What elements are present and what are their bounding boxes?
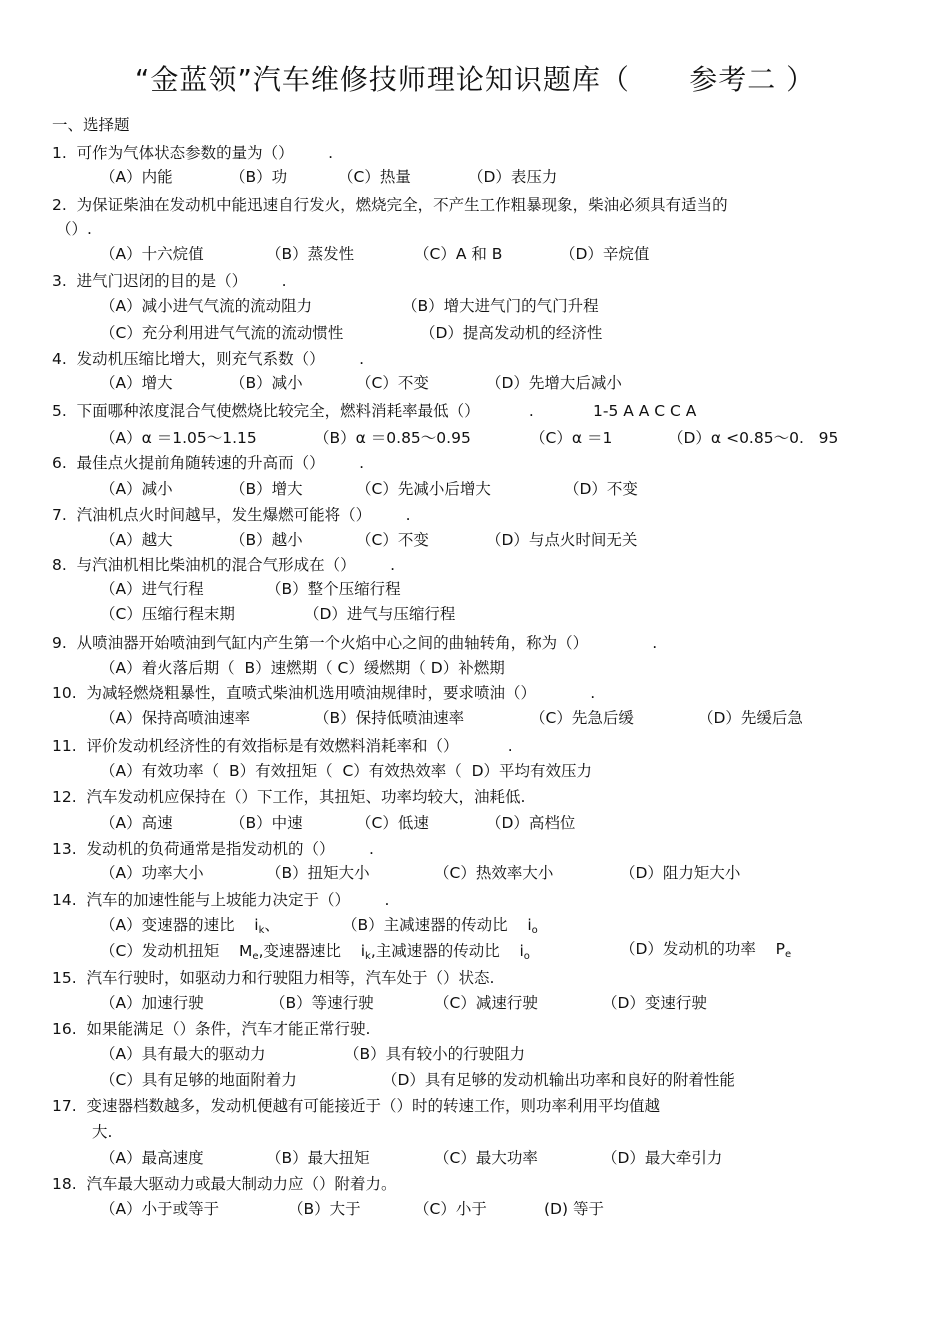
- option: （B）越小: [230, 531, 303, 549]
- question-9: 9. 从喷油器开始喷油到气缸内产生第一个火焰中心之间的曲轴转角，称为（） .: [52, 634, 658, 652]
- option: （D）提高发动机的经济性: [420, 324, 603, 342]
- option: （A）越大: [100, 531, 173, 549]
- option: [100, 918, 280, 936]
- option: （A）内能: [100, 168, 173, 186]
- option: （A）十六烷值: [100, 245, 204, 263]
- option: （D）不变: [564, 480, 638, 498]
- option-text: （A）变速器的速比 i: [100, 916, 259, 934]
- option: （C）热效率大小: [434, 864, 554, 882]
- option: （C）低速: [356, 814, 429, 832]
- option-text: 、: [264, 916, 280, 934]
- option: （D）先增大后减小: [486, 374, 622, 392]
- question-14: 14. 汽车的加速性能与上坡能力决定于（） .: [52, 891, 390, 909]
- option-text: （D）发动机的功率 P: [620, 940, 785, 958]
- subscript: e: [785, 949, 792, 960]
- option: （C）不变: [356, 531, 429, 549]
- option: （B）中速: [230, 814, 303, 832]
- question-11: 11. 评价发动机经济性的有效指标是有效燃料消耗率和（） .: [52, 737, 513, 755]
- question-6: 6. 最佳点火提前角随转速的升高而（） .: [52, 454, 365, 472]
- option: （D）先缓后急: [698, 709, 803, 727]
- option: （D）具有足够的发动机输出功率和良好的附着性能: [382, 1071, 735, 1089]
- option: (D) 等于: [544, 1200, 604, 1218]
- option: （B）整个压缩行程: [266, 580, 401, 598]
- option: （A）着火落后期（ B）速燃期（ C）缓燃期（ D）补燃期: [100, 659, 505, 677]
- question-3: 3. 进气门迟闭的目的是（） .: [52, 272, 287, 290]
- option: （A）保持高喷油速率: [100, 709, 251, 727]
- option: （B）大于: [288, 1200, 361, 1218]
- option: （B）保持低喷油速率: [314, 709, 465, 727]
- section-heading: 一、选择题: [52, 116, 130, 134]
- option: （A）增大: [100, 374, 173, 392]
- question-2-cont: （）.: [56, 220, 92, 238]
- option: （B）增大进气门的气门升程: [402, 297, 599, 315]
- option: （B）增大: [230, 480, 303, 498]
- option-text: ,变速器速比 i: [258, 942, 366, 960]
- option: [620, 942, 791, 960]
- option: （C）压缩行程末期: [100, 605, 235, 623]
- question-8: 8. 与汽油机相比柴油机的混合气形成在（） .: [52, 556, 396, 574]
- option: （C）具有足够的地面附着力: [100, 1071, 297, 1089]
- question-1: 1. 可作为气体状态参数的量为（） .: [52, 144, 334, 162]
- option: （D）与点火时间无关: [486, 531, 638, 549]
- option: （D）表压力: [468, 168, 558, 186]
- question-2: 2. 为保证柴油在发动机中能迅速自行发火，燃烧完全，不产生工作粗暴现象，柴油必须具有适当的: [52, 196, 728, 214]
- option-text: ,主减速器的传动比 i: [370, 942, 524, 960]
- option: （C）充分利用进气气流的流动惯性: [100, 324, 344, 342]
- option: （D）α <0.85～0. 95: [668, 429, 839, 447]
- option: （D）高档位: [486, 814, 576, 832]
- question-17-cont: 大.: [92, 1123, 113, 1141]
- question-13: 13. 发动机的负荷通常是指发动机的（） .: [52, 840, 374, 858]
- option: （B）等速行驶: [270, 994, 374, 1012]
- option: （D）阻力矩大小: [620, 864, 741, 882]
- option: （A）最高速度: [100, 1149, 204, 1167]
- question-10: 10. 为减轻燃烧粗暴性，直喷式柴油机选用喷油规律时，要求喷油（） .: [52, 684, 596, 702]
- option: （B）α ＝0.85～0.95: [314, 429, 471, 447]
- option: （A）进气行程: [100, 580, 204, 598]
- option: （A）α ＝1.05～1.15: [100, 429, 257, 447]
- question-12: 12. 汽车发动机应保持在（）下工作，其扭矩、功率均较大，油耗低.: [52, 788, 526, 806]
- option: （C）减速行驶: [434, 994, 538, 1012]
- option: （B）具有较小的行驶阻力: [344, 1045, 526, 1063]
- option: （C）先急后缓: [530, 709, 634, 727]
- option: （A）高速: [100, 814, 173, 832]
- option: [100, 944, 530, 962]
- subscript: k: [258, 925, 265, 936]
- question-4: 4. 发动机压缩比增大，则充气系数（） .: [52, 350, 365, 368]
- answer-key: 1-5 A A C C A: [593, 402, 697, 420]
- option: （A）有效功率（ B）有效扭矩（ C）有效热效率（ D）平均有效压力: [100, 762, 593, 780]
- option: （D）最大牵引力: [602, 1149, 723, 1167]
- question-15: 15. 汽车行驶时，如驱动力和行驶阻力相等，汽车处于（）状态.: [52, 969, 495, 987]
- option: （D）辛烷值: [560, 245, 650, 263]
- option: （A）减小进气气流的流动阻力: [100, 297, 313, 315]
- option: （A）具有最大的驱动力: [100, 1045, 266, 1063]
- subscript: o: [523, 951, 530, 962]
- option: （D）变速行驶: [602, 994, 707, 1012]
- option: （B）扭矩大小: [266, 864, 370, 882]
- subscript: o: [531, 925, 538, 936]
- option: （A）功率大小: [100, 864, 204, 882]
- question-16: 16. 如果能满足（）条件，汽车才能正常行驶.: [52, 1020, 371, 1038]
- option: （A）减小: [100, 480, 173, 498]
- option-text: （C）发动机扭矩 M: [100, 942, 253, 960]
- subscript: e: [252, 951, 259, 962]
- option: （A）加速行驶: [100, 994, 204, 1012]
- option: （B）功: [230, 168, 288, 186]
- question-17: 17. 变速器档数越多，发动机便越有可能接近于（）时的转速工作，则功率利用平均值越: [52, 1097, 661, 1115]
- question-7: 7. 汽油机点火时间越早，发生爆燃可能将（） .: [52, 506, 411, 524]
- option: （A）小于或等于: [100, 1200, 220, 1218]
- option: （C）不变: [356, 374, 429, 392]
- option: （C）热量: [338, 168, 411, 186]
- question-18: 18. 汽车最大驱动力或最大制动力应（）附着力。: [52, 1175, 397, 1193]
- option: （B）最大扭矩: [266, 1149, 370, 1167]
- option: （B）减小: [230, 374, 303, 392]
- option: （C）先减小后增大: [356, 480, 491, 498]
- subscript: k: [365, 951, 371, 962]
- option: （D）进气与压缩行程: [304, 605, 456, 623]
- option: （B）蒸发性: [266, 245, 355, 263]
- option: [342, 918, 538, 936]
- page-title: “金蓝领”汽车维修技师理论知识题库（ 参考二 ）: [134, 63, 816, 96]
- option: （C）A 和 B: [414, 245, 503, 263]
- question-5: 5. 下面哪种浓度混合气使燃烧比较完全，燃料消耗率最低（） .: [52, 402, 534, 420]
- option-text: （B）主减速器的传动比 i: [342, 916, 532, 934]
- option: （C）α ＝1: [530, 429, 613, 447]
- option: （C）小于: [414, 1200, 487, 1218]
- option: （C）最大功率: [434, 1149, 538, 1167]
